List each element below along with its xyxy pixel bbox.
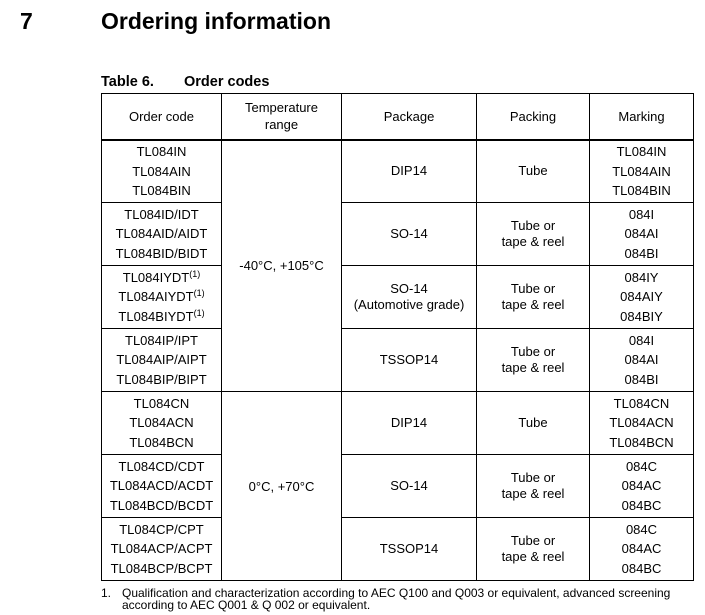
order-code: TL084CD/CDT <box>118 458 205 474</box>
marking-cell <box>590 203 694 266</box>
package-cell <box>342 455 477 518</box>
packing-line: tape & reel <box>501 486 565 501</box>
order-code-text: TL084IYDT <box>122 269 190 285</box>
order-codes-table <box>101 93 694 581</box>
order-code: TL084ACP/ACPT <box>110 541 213 557</box>
packing-line: tape & reel <box>501 234 565 249</box>
footnote-text: Qualification and characterization according to AEC Q100 and Q003 or equivalent, advanced screening according to AEC Q001 & Q 002 or equivalent. <box>122 586 671 612</box>
table-caption-label: Table 6. <box>101 74 154 90</box>
order-code-cell <box>102 392 222 455</box>
package-line: DIP14 <box>390 163 428 178</box>
marking-line: TL084ACN <box>609 415 674 431</box>
footnote <box>101 588 695 611</box>
footnote-ref: (1) <box>189 268 201 279</box>
marking-line: 084BIY <box>620 308 663 324</box>
section-number: 7 <box>20 8 33 34</box>
marking-line: 084BC <box>621 560 662 576</box>
packing-line: Tube or <box>510 469 556 485</box>
marking-line: 084AI <box>624 226 659 242</box>
order-code: TL084BIP/BIPT <box>116 371 207 387</box>
packing-cell <box>477 329 590 392</box>
packing-line: Tube <box>518 414 548 430</box>
table-row <box>102 140 694 203</box>
marking-cell <box>590 455 694 518</box>
packing-line: Tube <box>518 163 548 178</box>
package-cell <box>342 203 477 266</box>
table-row <box>102 455 694 518</box>
package-line: TSSOP14 <box>379 351 439 367</box>
footnote-ref: (1) <box>193 307 205 318</box>
marking-line: 084C <box>625 521 658 537</box>
order-code-cell <box>102 140 222 203</box>
package-line: SO-14 <box>390 477 428 493</box>
order-code: TL084IP/IPT <box>125 332 198 348</box>
header-temperature-range-line: range <box>264 117 299 133</box>
marking-line: 084IY <box>624 269 659 285</box>
packing-cell <box>477 518 590 581</box>
marking-line: 084AC <box>621 541 662 557</box>
packing-line: Tube or <box>510 343 556 359</box>
packing-line: Tube or <box>510 217 556 233</box>
order-code-cell <box>102 455 222 518</box>
order-code: TL084AIN <box>132 163 191 179</box>
marking-line: 084BI <box>624 245 659 261</box>
header-packing: Packing <box>477 94 590 140</box>
marking-cell <box>590 518 694 581</box>
order-code: TL084CN <box>133 395 190 411</box>
packing-line: Tube or <box>510 532 556 548</box>
table-row <box>102 266 694 329</box>
header-temperature-range-line: Temperature <box>245 100 318 116</box>
marking-line: 084BC <box>621 497 662 513</box>
marking-line: 084BI <box>624 371 659 387</box>
order-code <box>107 287 216 307</box>
header-order-code: Order code <box>102 94 222 140</box>
order-code-cell <box>102 329 222 392</box>
package-line: DIP14 <box>390 414 428 430</box>
table-row <box>102 518 694 581</box>
header-temperature-range <box>222 94 342 140</box>
package-cell <box>342 392 477 455</box>
temperature-range-cell: 0°C, +70°C <box>222 392 342 581</box>
marking-cell <box>590 392 694 455</box>
marking-line: TL084AIN <box>612 163 671 179</box>
order-code: TL084AIP/AIPT <box>116 352 207 368</box>
header-marking: Marking <box>590 94 694 140</box>
order-code: TL084BCN <box>129 434 194 450</box>
packing-line: tape & reel <box>501 297 565 312</box>
packing-cell <box>477 140 590 203</box>
order-code: TL084AID/AIDT <box>115 226 208 242</box>
order-code: TL084BID/BIDT <box>115 245 208 261</box>
order-code: TL084IN <box>136 144 187 159</box>
table-row <box>102 329 694 392</box>
marking-line: 084AIY <box>620 289 663 305</box>
package-cell <box>342 329 477 392</box>
marking-cell <box>590 140 694 203</box>
package-line: SO-14 <box>390 280 428 296</box>
order-code-cell <box>102 518 222 581</box>
packing-line: tape & reel <box>501 360 565 375</box>
package-cell <box>342 518 477 581</box>
order-code: TL084ACD/ACDT <box>109 478 214 494</box>
order-code <box>107 268 216 288</box>
marking-line: TL084BIN <box>612 183 671 198</box>
header-package: Package <box>342 94 477 140</box>
marking-line: 084I <box>628 206 655 222</box>
order-code-cell <box>102 266 222 329</box>
marking-line: 084C <box>625 458 658 474</box>
packing-cell <box>477 392 590 455</box>
marking-line: TL084BCN <box>609 434 674 450</box>
footnote-ref: (1) <box>193 288 205 299</box>
order-code: TL084BIN <box>132 183 191 198</box>
marking-line: TL084IN <box>616 144 667 159</box>
packing-line: tape & reel <box>501 549 565 564</box>
order-code: TL084BCP/BCPT <box>110 560 213 576</box>
marking-cell <box>590 266 694 329</box>
order-code-text: TL084AIYDT <box>118 289 194 305</box>
order-code: TL084CP/CPT <box>119 521 204 537</box>
package-line: (Automotive grade) <box>353 297 465 312</box>
section-title: Ordering information <box>101 8 331 34</box>
table-caption-title: Order codes <box>184 74 270 90</box>
order-code: TL084ACN <box>129 415 194 431</box>
marking-line: TL084CN <box>613 395 670 411</box>
package-line: SO-14 <box>390 225 428 241</box>
temperature-range-cell: -40°C, +105°C <box>222 140 342 392</box>
table-row <box>102 392 694 455</box>
order-code: TL084ID/IDT <box>124 206 199 222</box>
order-code-text: TL084BIYDT <box>118 308 194 324</box>
package-cell <box>342 266 477 329</box>
marking-line: 084I <box>628 332 655 348</box>
order-code-cell <box>102 203 222 266</box>
packing-cell <box>477 203 590 266</box>
marking-line: 084AI <box>624 352 659 368</box>
package-line: TSSOP14 <box>379 540 439 556</box>
packing-cell <box>477 266 590 329</box>
order-code: TL084BCD/BCDT <box>109 497 214 513</box>
marking-cell <box>590 329 694 392</box>
footnote-number: 1. <box>101 586 112 600</box>
packing-cell <box>477 455 590 518</box>
table-header-row <box>102 94 694 140</box>
order-code <box>107 307 216 327</box>
packing-line: Tube or <box>510 280 556 296</box>
marking-line: 084AC <box>621 478 662 494</box>
table-caption <box>101 74 269 90</box>
package-cell <box>342 140 477 203</box>
table-row <box>102 203 694 266</box>
